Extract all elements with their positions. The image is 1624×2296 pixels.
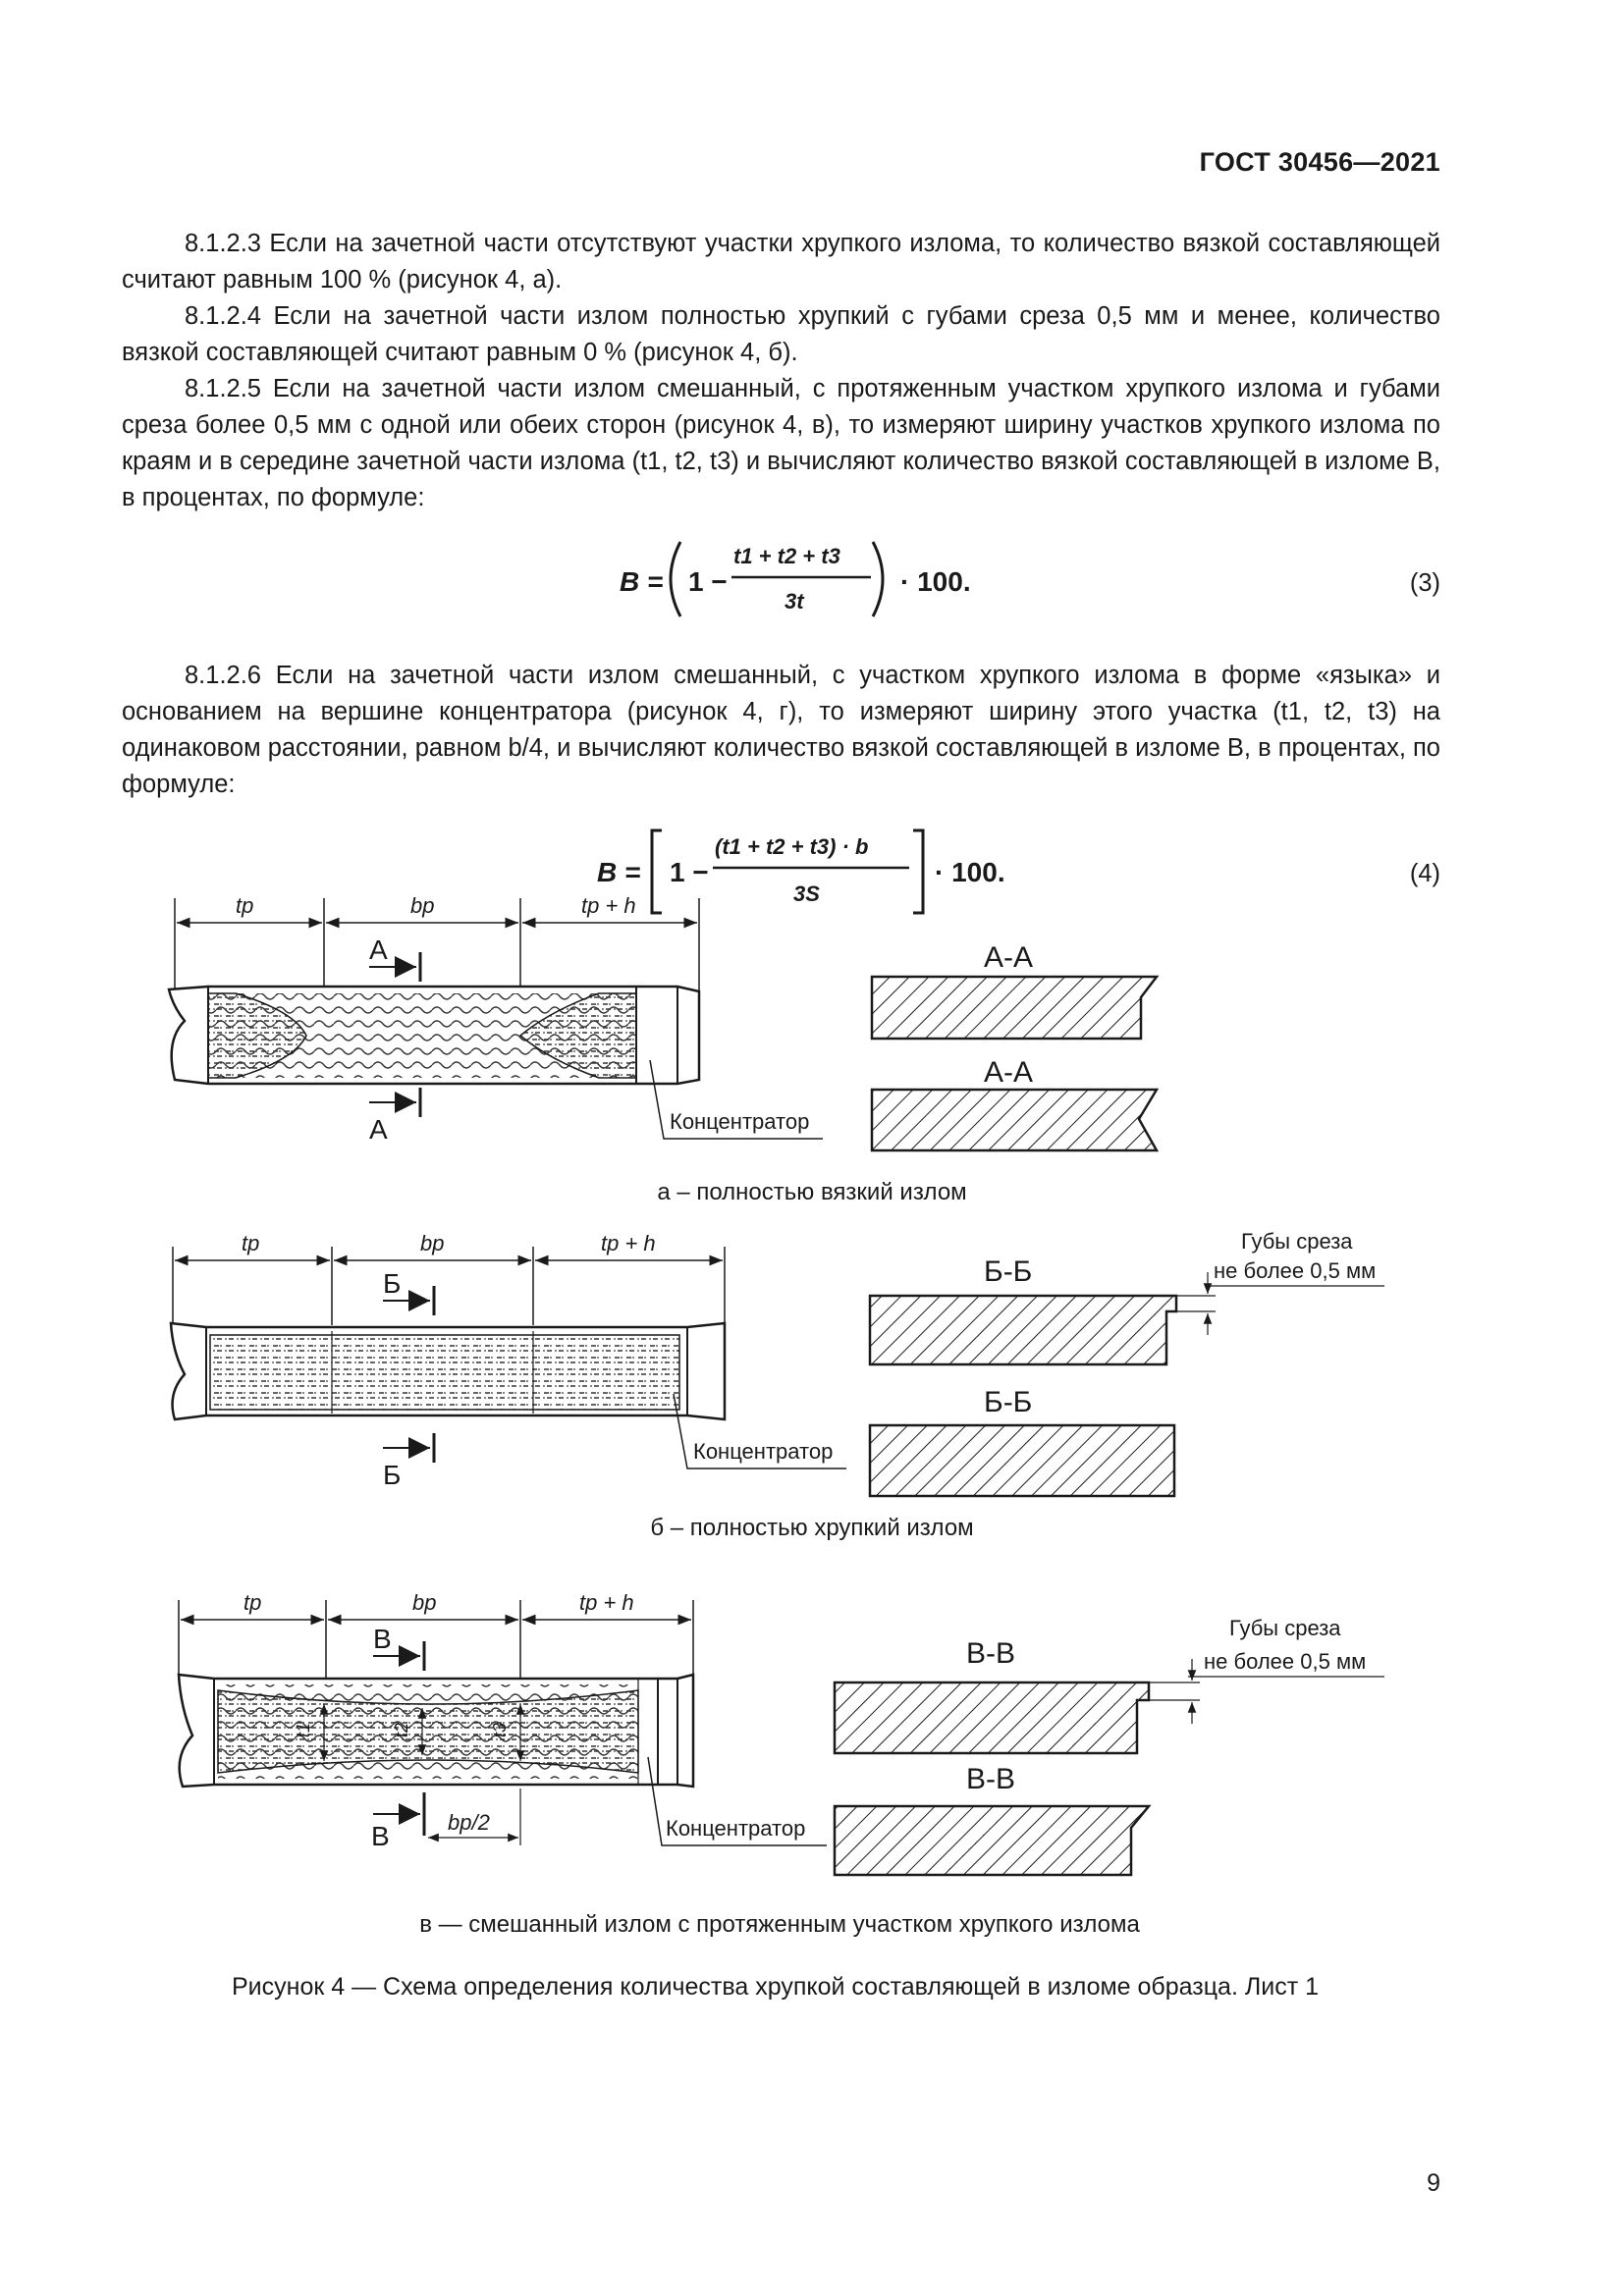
lip-label-c-2: не более 0,5 мм (1204, 1649, 1367, 1674)
panel-a-sections (872, 941, 1157, 1150)
t3-label: t3 (490, 1722, 510, 1737)
section-label-b-1: Б-Б (984, 1255, 1033, 1288)
formula-4-numerator: (t1 + t2 + t3) · b (715, 834, 869, 859)
paragraph-8-1-2-3: 8.1.2.3 Если на зачетной части отсутствуют участки хрупкого излома, то количество вязкой составляющей считают равным 100 % (рисунок 4, а). (122, 230, 1440, 294)
dim-tp-c: tр (244, 1590, 262, 1615)
formula-3-expression (620, 530, 1130, 628)
figure-4 (0, 864, 1624, 1963)
formula-3-right-paren (873, 542, 883, 616)
panel-b-sections (870, 1229, 1384, 1496)
caption-a: а – полностью вязкий излом (657, 1179, 967, 1205)
panel-c-specimen (179, 1590, 827, 1851)
caption-b: б – полностью хрупкий излом (650, 1515, 974, 1541)
concentrator-label-a: Концентратор (670, 1109, 810, 1134)
dim-tp-a: tр (236, 893, 254, 918)
figure-title: Рисунок 4 — Схема определения количества хрупкой составляющей в изломе образца. Лист 1 (232, 1973, 1320, 2001)
section-c-top: В (373, 1624, 392, 1654)
panel-b-specimen (171, 1231, 846, 1490)
section-label-c-2: В-В (966, 1763, 1016, 1795)
section-label-b-2: Б-Б (984, 1386, 1033, 1418)
formula-4-denominator: 3S (793, 881, 820, 906)
formula-3-denominator: 3t (785, 589, 804, 614)
formula-3-number: (3) (1409, 569, 1440, 597)
section-b-bottom: Б (383, 1460, 402, 1490)
dim-tph-a: tр + h (581, 893, 636, 918)
formula-3-times: · 100. (900, 566, 971, 597)
section-label-c-1: В-В (966, 1637, 1016, 1670)
paragraph-8-1-2-4: 8.1.2.4 Если на зачетной части излом полностью хрупкий с губами среза 0,5 мм и менее, количество вязкой составляющей считают равным 0 % (рисунок 4, б). (122, 302, 1440, 366)
section-a-top: А (369, 934, 388, 965)
lip-label-b-1: Губы среза (1241, 1229, 1353, 1254)
section-label-a-1: А-А (984, 941, 1034, 974)
dim-bp-a: bр (410, 893, 435, 918)
caption-c: в — смешанный излом с протяженным участком хрупкого излома (419, 1911, 1140, 1938)
formula-3 (122, 530, 1440, 628)
formula-4-times: · 100. (935, 857, 1005, 887)
dim-tph-c: tр + h (579, 1590, 634, 1615)
formula-3-numerator: t1 + t2 + t3 (733, 544, 840, 568)
panel-c-sections (835, 1616, 1384, 1875)
dim-bp-b: bр (420, 1231, 445, 1255)
concentrator-label-b: Концентратор (693, 1439, 834, 1464)
section-b-top: Б (383, 1268, 402, 1299)
formula-3-left-paren (671, 542, 680, 616)
concentrator-label-c: Концентратор (666, 1816, 806, 1841)
dim-bp-c: bр (412, 1590, 437, 1615)
panel-a-specimen (169, 893, 823, 1145)
formula-4-one: 1 − (670, 857, 709, 887)
lip-label-c-1: Губы среза (1229, 1616, 1341, 1640)
paragraph-8-1-2-6: 8.1.2.6 Если на зачетной части излом смешанный, с участком хрупкого излома в форме «языка» и основанием на вершине концентратора (рисунок 4, г), то измеряют ширину этого участка (t1, t2, t3) на одинаковом расстоянии, равном b/4, и вычисляют количество вязкой составляющей в изломе B, в процентах, по формуле: (122, 662, 1440, 798)
section-label-a-2: А-А (984, 1056, 1034, 1089)
formula-3-lhs: B = (620, 566, 664, 597)
page-number: 9 (1427, 2169, 1440, 2197)
formula-3-one: 1 − (688, 566, 728, 597)
paragraph-8-1-2-5: 8.1.2.5 Если на зачетной части излом смешанный, с протяженным участком хрупкого излома и губами среза более 0,5 мм с одной или обеих сторон (рисунок 4, в), то измеряют ширину участков хрупкого излома по краям и в середине зачетной части излома (t1, t2, t3) и вычисляют количество вязкой составляющей в изломе B, в процентах, по формуле: (122, 375, 1440, 511)
dim-tph-b: tр + h (601, 1231, 656, 1255)
formula-4-number: (4) (1409, 860, 1440, 887)
formula-4-lhs: B = (597, 857, 641, 887)
body-text (122, 226, 1440, 938)
dim-tp-b: tр (242, 1231, 260, 1255)
t2-label: t2 (392, 1722, 411, 1737)
section-c-bottom: В (371, 1821, 390, 1851)
t1-label: t1 (294, 1722, 313, 1737)
lip-label-b-2: не более 0,5 мм (1214, 1258, 1377, 1283)
standard-header: ГОСТ 30456—2021 (1199, 147, 1440, 177)
section-a-bottom: А (369, 1114, 388, 1145)
dim-bp2: bр/2 (448, 1810, 490, 1835)
